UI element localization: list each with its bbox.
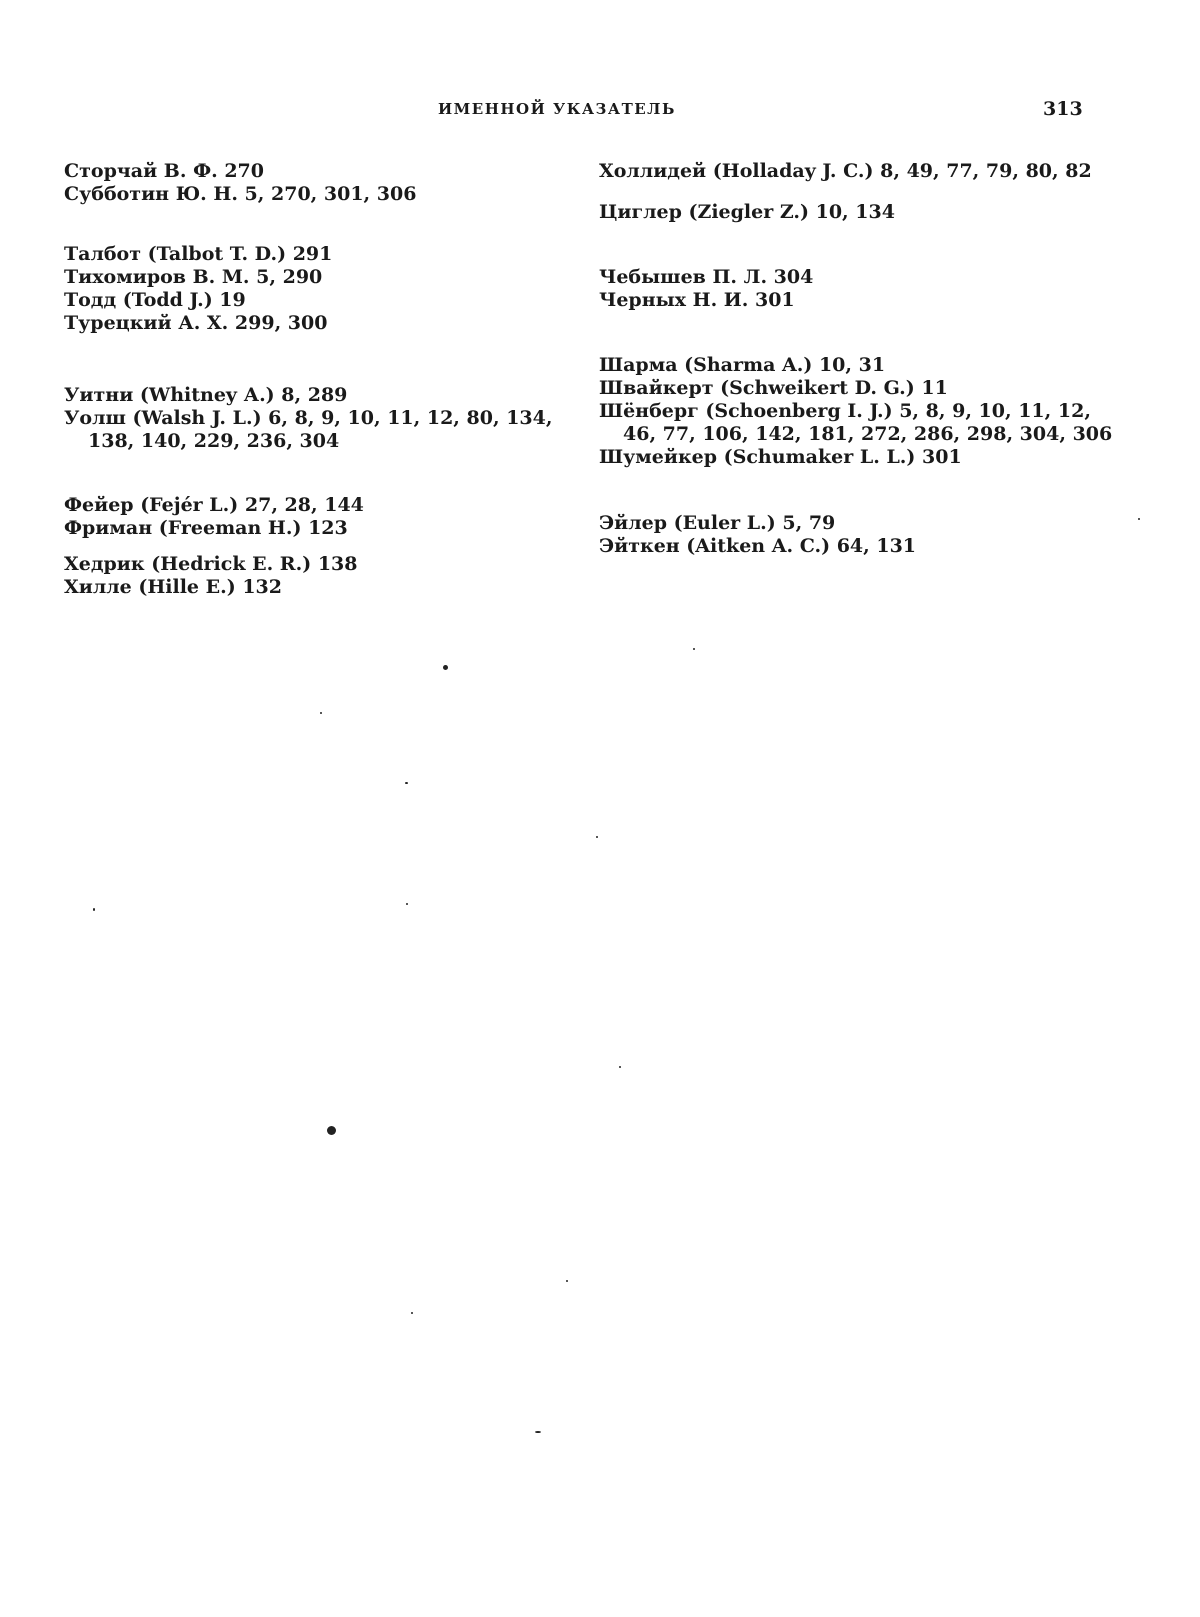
index-entry: Хедрик (Hedrick E. R.) 138	[64, 553, 358, 575]
scan-speck	[693, 648, 695, 650]
index-entry: Уитни (Whitney А.) 8, 289	[64, 384, 348, 406]
index-entry: Шёнберг (Schoenberg I. J.) 5, 8, 9, 10, 11, 12, 46, 77, 106, 142, 181, 272, 286, 298, 304, 306	[599, 400, 1113, 445]
scan-speck	[327, 1126, 336, 1135]
index-entry: Шумейкер (Schumaker L. L.) 301	[599, 446, 962, 468]
index-entry: Чебышев П. Л. 304	[599, 266, 814, 288]
index-group-ch	[599, 266, 1119, 312]
scan-speck	[411, 1312, 413, 1314]
index-entry: Талбот (Talbot T. D.) 291	[64, 243, 333, 265]
index-group-s	[64, 160, 584, 206]
index-group-e	[599, 512, 1119, 558]
index-entry: Субботин Ю. Н. 5, 270, 301, 306	[64, 183, 417, 205]
index-entry: Фейер (Fejér L.) 27, 28, 144	[64, 494, 364, 516]
index-group-sh	[599, 354, 1119, 469]
index-entry: Уолш (Walsh J. L.) 6, 8, 9, 10, 11, 12, 80, 134, 138, 140, 229, 236, 304	[64, 407, 553, 452]
scan-speck	[566, 1280, 568, 1282]
scan-speck	[596, 836, 598, 838]
scan-speck	[619, 1066, 621, 1068]
scan-speck	[443, 665, 448, 670]
index-group-f	[64, 494, 584, 540]
index-group-u	[64, 384, 584, 453]
index-entry: Тихомиров В. М. 5, 290	[64, 266, 323, 288]
index-group-kh-cont	[599, 160, 1119, 183]
index-entry: Циглер (Ziegler Z.) 10, 134	[599, 201, 895, 223]
index-entry: Эйткен (Aitken A. C.) 64, 131	[599, 535, 917, 557]
index-entry: Холлидей (Holladay J. C.) 8, 49, 77, 79, 80, 82	[599, 160, 1092, 182]
scan-speck	[535, 1431, 541, 1433]
index-entry: Тодд (Todd J.) 19	[64, 289, 246, 311]
scan-speck	[405, 782, 408, 784]
index-entry: Сторчай В. Ф. 270	[64, 160, 264, 182]
scan-speck	[320, 712, 322, 714]
right-index-column	[599, 160, 1119, 558]
scan-speck	[1138, 518, 1140, 520]
index-entry: Хилле (Hille E.) 132	[64, 576, 282, 598]
index-entry: Турецкий А. X. 299, 300	[64, 312, 328, 334]
index-group-kh	[64, 553, 584, 599]
index-entry: Эйлер (Euler L.) 5, 79	[599, 512, 836, 534]
scan-speck	[406, 903, 408, 905]
index-entry: Черных Н. И. 301	[599, 289, 795, 311]
index-entry: Шарма (Sharma A.) 10, 31	[599, 354, 886, 376]
index-group-t	[64, 243, 584, 335]
index-entry: Швайкерт (Schweikert D. G.) 11	[599, 377, 948, 399]
running-head: ИМЕННОЙ УКАЗАТЕЛЬ	[438, 100, 676, 118]
index-group-ts	[599, 201, 1119, 224]
scan-speck	[93, 908, 95, 911]
index-entry: Фриман (Freeman H.) 123	[64, 517, 348, 539]
page-number: 313	[1043, 98, 1083, 120]
left-index-column	[64, 160, 584, 599]
